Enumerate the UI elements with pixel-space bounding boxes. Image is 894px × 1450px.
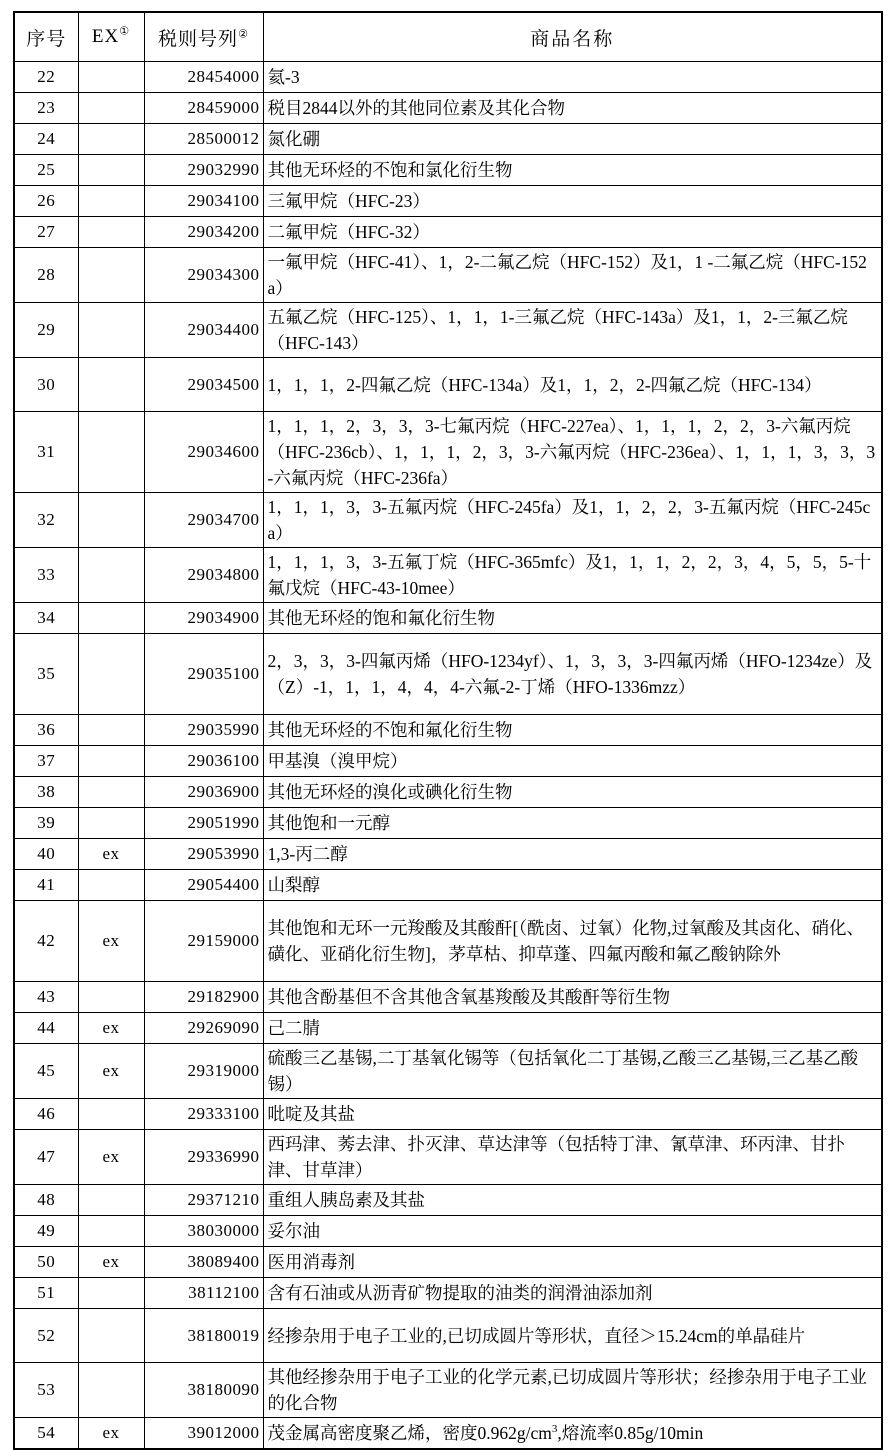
table-row [14,839,882,870]
cell-tariff-code: 28454000 [144,62,263,93]
table-row [14,186,882,217]
cell-commodity-name: 吡啶及其盐 [263,1099,882,1130]
table-row [14,1013,882,1044]
cell-commodity-name: 1，1，1，2，3，3，3-七氟丙烷（HFC-227ea）、1，1，1，2，2，3-六氟丙烷（HFC-236cb）、1，1，1，2，3，3-六氟丙烷（HFC-236ea）、1，1，1，3，3，3-六氟丙烷（HFC-236fa） [263,412,882,493]
cell-commodity-name: 经掺杂用于电子工业的,已切成圆片等形状，直径＞15.24cm的单晶硅片 [263,1309,882,1363]
cell-sequence-number: 25 [14,155,78,186]
cell-ex-flag [78,93,144,124]
cell-commodity-name: 其他饱和一元醇 [263,808,882,839]
table-row [14,870,882,901]
cell-tariff-code: 29333100 [144,1099,263,1130]
cell-tariff-code: 29034500 [144,358,263,412]
column-header-code-footnote: ② [238,28,249,41]
cell-sequence-number: 47 [14,1130,78,1185]
cell-ex-flag [78,1216,144,1247]
cell-tariff-code: 29319000 [144,1044,263,1099]
cell-commodity-name: 重组人胰岛素及其盐 [263,1185,882,1216]
cell-ex-flag: ex [78,1418,144,1449]
cell-tariff-code: 29034400 [144,303,263,358]
cell-ex-flag [78,634,144,715]
column-header-name [263,12,882,62]
cell-sequence-number: 51 [14,1278,78,1309]
cell-tariff-code: 29034600 [144,412,263,493]
cell-commodity-name: 其他经掺杂用于电子工业的化学元素,已切成圆片等形状；经掺杂用于电子工业的化合物 [263,1363,882,1418]
cell-ex-flag: ex [78,1013,144,1044]
cell-commodity-name: 五氟乙烷（HFC-125）、1，1，1-三氟乙烷（HFC-143a）及1，1，2-三氟乙烷（HFC-143） [263,303,882,358]
cell-sequence-number: 41 [14,870,78,901]
cell-commodity-name: 妥尔油 [263,1216,882,1247]
cell-ex-flag [78,412,144,493]
cell-ex-flag [78,186,144,217]
cell-commodity-name: 2，3，3，3-四氟丙烯（HFO-1234yf）、1，3，3，3-四氟丙烯（HFO-1234ze）及（Z）-1，1，1，4，4，4-六氟-2-丁烯（HFO-1336mzz） [263,634,882,715]
cell-sequence-number: 38 [14,777,78,808]
cell-tariff-code: 29159000 [144,901,263,982]
cell-sequence-number: 36 [14,715,78,746]
cell-commodity-name: 1，1，1，3，3-五氟丁烷（HFC-365mfc）及1，1，1，2，2，3，4，5，5，5-十氟戊烷（HFC-43-10mee） [263,548,882,603]
table-row [14,1278,882,1309]
cell-sequence-number: 39 [14,808,78,839]
cell-tariff-code: 38180090 [144,1363,263,1418]
cell-commodity-name: 其他无环烃的饱和氟化衍生物 [263,603,882,634]
cell-tariff-code: 29034100 [144,186,263,217]
column-header-ex-footnote: ① [119,25,131,38]
cell-sequence-number: 45 [14,1044,78,1099]
cell-ex-flag [78,1309,144,1363]
cell-commodity-name: 一氟甲烷（HFC-41）、1，2-二氟乙烷（HFC-152）及1，1 -二氟乙烷（HFC-152a） [263,248,882,303]
table-row [14,715,882,746]
cell-sequence-number: 42 [14,901,78,982]
cell-tariff-code: 38180019 [144,1309,263,1363]
table-row [14,248,882,303]
cell-commodity-name: 三氟甲烷（HFC-23） [263,186,882,217]
table-row [14,1044,882,1099]
cell-tariff-code: 29034700 [144,493,263,548]
table-body [14,62,882,1449]
cell-tariff-code: 29034800 [144,548,263,603]
cell-commodity-name: 其他无环烃的溴化或碘化衍生物 [263,777,882,808]
column-header-seq [14,12,78,62]
cell-sequence-number: 22 [14,62,78,93]
table-row [14,1418,882,1449]
cell-tariff-code: 29035100 [144,634,263,715]
cell-ex-flag: ex [78,1130,144,1185]
cell-tariff-code: 29054400 [144,870,263,901]
cell-commodity-name: 含有石油或从沥青矿物提取的油类的润滑油添加剂 [263,1278,882,1309]
cell-tariff-code: 29051990 [144,808,263,839]
cell-ex-flag [78,62,144,93]
cell-ex-flag [78,358,144,412]
cell-commodity-name: 山梨醇 [263,870,882,901]
cell-sequence-number: 34 [14,603,78,634]
tariff-table [13,11,883,1450]
cell-tariff-code: 29269090 [144,1013,263,1044]
table-row [14,493,882,548]
table-row [14,1185,882,1216]
table-row [14,412,882,493]
cell-ex-flag [78,982,144,1013]
table-row [14,901,882,982]
table-row [14,1309,882,1363]
cell-tariff-code: 29371210 [144,1185,263,1216]
cell-commodity-name: 税目2844以外的其他同位素及其化合物 [263,93,882,124]
cell-sequence-number: 48 [14,1185,78,1216]
table-row [14,358,882,412]
cell-commodity-name: 1,3-丙二醇 [263,839,882,870]
cell-ex-flag [78,548,144,603]
cell-ex-flag [78,715,144,746]
table-row [14,155,882,186]
cell-sequence-number: 43 [14,982,78,1013]
cell-commodity-name: 硫酸三乙基锡,二丁基氧化锡等（包括氧化二丁基锡,乙酸三乙基锡,三乙基乙酸锡） [263,1044,882,1099]
header-row [14,12,882,62]
cell-commodity-name: 其他无环烃的不饱和氯化衍生物 [263,155,882,186]
cell-sequence-number: 23 [14,93,78,124]
cell-ex-flag [78,870,144,901]
column-header-ex-label: EX [91,26,120,47]
table-row [14,1216,882,1247]
cell-sequence-number: 24 [14,124,78,155]
table-row [14,982,882,1013]
table-row [14,1099,882,1130]
cell-tariff-code: 28459000 [144,93,263,124]
cell-commodity-name: 1，1，1，3，3-五氟丙烷（HFC-245fa）及1，1，2，2，3-五氟丙烷（HFC-245ca） [263,493,882,548]
cell-tariff-code: 38089400 [144,1247,263,1278]
cell-ex-flag [78,248,144,303]
table-row [14,634,882,715]
table-row [14,93,882,124]
cell-sequence-number: 29 [14,303,78,358]
table-row [14,1130,882,1185]
cell-tariff-code: 29036100 [144,746,263,777]
table-row [14,303,882,358]
cell-ex-flag [78,603,144,634]
cell-commodity-name: 西玛津、莠去津、扑灭津、草达津等（包括特丁津、氰草津、环丙津、甘扑津、甘草津） [263,1130,882,1185]
cell-ex-flag [78,777,144,808]
cell-commodity-name: 甲基溴（溴甲烷） [263,746,882,777]
cell-ex-flag [78,1363,144,1418]
column-header-ex [78,12,144,62]
cell-sequence-number: 32 [14,493,78,548]
table-row [14,548,882,603]
cell-ex-flag [78,808,144,839]
cell-ex-flag [78,493,144,548]
cell-commodity-name: 医用消毒剂 [263,1247,882,1278]
cell-sequence-number: 30 [14,358,78,412]
cell-tariff-code: 29034900 [144,603,263,634]
cell-commodity-name: 二氟甲烷（HFC-32） [263,217,882,248]
column-header-code [144,12,263,62]
column-header-code-label: 税则号列 [158,28,239,50]
table-row [14,1363,882,1418]
cell-ex-flag [78,155,144,186]
cell-sequence-number: 28 [14,248,78,303]
cell-tariff-code: 29034300 [144,248,263,303]
cell-ex-flag [78,1278,144,1309]
cell-ex-flag [78,303,144,358]
cell-tariff-code: 38112100 [144,1278,263,1309]
cell-tariff-code: 39012000 [144,1418,263,1449]
cell-ex-flag [78,217,144,248]
cell-tariff-code: 29032990 [144,155,263,186]
cell-sequence-number: 52 [14,1309,78,1363]
cell-ex-flag [78,1099,144,1130]
cell-tariff-code: 29035990 [144,715,263,746]
table-row [14,124,882,155]
cell-tariff-code: 29053990 [144,839,263,870]
cell-sequence-number: 35 [14,634,78,715]
cell-sequence-number: 50 [14,1247,78,1278]
cell-tariff-code: 29036900 [144,777,263,808]
cell-sequence-number: 33 [14,548,78,603]
cell-ex-flag [78,1185,144,1216]
cell-ex-flag: ex [78,1044,144,1099]
cell-sequence-number: 26 [14,186,78,217]
table-row [14,1247,882,1278]
cell-ex-flag: ex [78,901,144,982]
cell-ex-flag [78,124,144,155]
cell-ex-flag: ex [78,839,144,870]
cell-commodity-name: 1，1，1，2-四氟乙烷（HFC-134a）及1，1，2，2-四氟乙烷（HFC-134） [263,358,882,412]
cell-ex-flag: ex [78,1247,144,1278]
table-header [14,12,882,62]
cell-commodity-name: 其他无环烃的不饱和氟化衍生物 [263,715,882,746]
cell-commodity-name: 其他饱和无环一元羧酸及其酸酐[（酰卤、过氧）化物,过氧酸及其卤化、硝化、磺化、亚硝化衍生物]，茅草枯、抑草蓬、四氟丙酸和氟乙酸钠除外 [263,901,882,982]
table-row [14,777,882,808]
cell-tariff-code: 29336990 [144,1130,263,1185]
table-row [14,808,882,839]
column-header-name-label: 商品名称 [530,28,615,50]
cell-commodity-name: 氦-3 [263,62,882,93]
table-row [14,746,882,777]
cell-commodity-name: 其他含酚基但不含其他含氧基羧酸及其酸酐等衍生物 [263,982,882,1013]
cell-tariff-code: 38030000 [144,1216,263,1247]
cell-ex-flag [78,746,144,777]
cell-sequence-number: 49 [14,1216,78,1247]
cell-sequence-number: 46 [14,1099,78,1130]
cell-sequence-number: 37 [14,746,78,777]
cell-commodity-name: 茂金属高密度聚乙烯，密度$0.962g/cm^3$,熔流率0.85g/10min [263,1418,882,1449]
table-row [14,62,882,93]
cell-sequence-number: 44 [14,1013,78,1044]
cell-commodity-name: 己二腈 [263,1013,882,1044]
table-row [14,217,882,248]
cell-sequence-number: 40 [14,839,78,870]
column-header-seq-label: 序号 [26,28,67,50]
cell-sequence-number: 27 [14,217,78,248]
table-row [14,603,882,634]
cell-sequence-number: 53 [14,1363,78,1418]
cell-sequence-number: 31 [14,412,78,493]
cell-tariff-code: 28500012 [144,124,263,155]
superscript-exponent: 3 [551,1422,558,1435]
cell-tariff-code: 29034200 [144,217,263,248]
cell-tariff-code: 29182900 [144,982,263,1013]
cell-commodity-name: 氮化硼 [263,124,882,155]
cell-sequence-number: 54 [14,1418,78,1449]
